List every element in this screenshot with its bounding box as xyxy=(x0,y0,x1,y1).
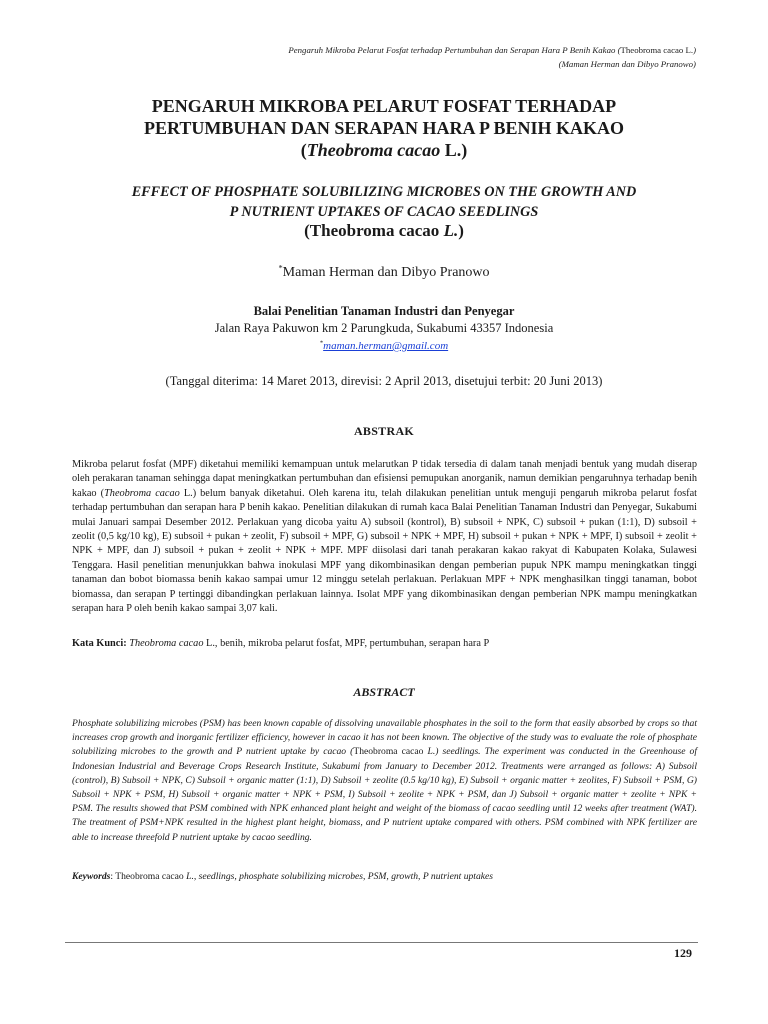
page-number: 129 xyxy=(674,946,692,960)
corresponding-email: *maman.herman@gmail.com xyxy=(319,339,449,352)
kata-kunci: Kata Kunci: Theobroma cacao L., benih, mikroba pelarut fosfat, MPF, pertumbuhan, serapan hara P xyxy=(72,638,490,649)
title-id-line-1: PENGARUH MIKROBA PELARUT FOSFAT TERHADAP xyxy=(151,96,617,116)
abstract-heading: ABSTRACT xyxy=(353,685,415,699)
title-id-line-2: PERTUMBUHAN DAN SERAPAN HARA P BENIH KAKAO xyxy=(143,118,625,138)
affiliation-address: Jalan Raya Pakuwon km 2 Parungkuda, Sukabumi 43357 Indonesia xyxy=(214,321,554,335)
running-header-title: Pengaruh Mikroba Pelarut Fosfat terhadap Pertumbuhan dan Serapan Hara P Benih Kakao (Theobroma cacao L.) xyxy=(288,45,696,55)
running-header-authors: (Maman Herman dan Dibyo Pranowo) xyxy=(558,59,696,69)
keywords: Keywords: Theobroma cacao L., seedlings, phosphate solubilizing microbes, PSM, growth, P nutrient uptakes xyxy=(72,871,494,882)
abstrak-heading: ABSTRAK xyxy=(353,424,415,438)
author-list: *Maman Herman dan Dibyo Pranowo xyxy=(278,263,490,280)
email-link[interactable]: maman.herman@gmail.com xyxy=(323,340,449,352)
submission-dates: (Tanggal diterima: 14 Maret 2013, direvisi: 2 April 2013, disetujui terbit: 20 Juni 2013) xyxy=(165,374,603,388)
title-en-line-2: P NUTRIENT UPTAKES OF CACAO SEEDLINGS xyxy=(229,204,539,220)
article-title-indonesian xyxy=(60,95,708,161)
title-en-scientific-name: (Theobroma cacao L.) xyxy=(304,221,464,240)
affiliation-institution: Balai Penelitian Tanaman Industri dan Penyegar xyxy=(253,304,515,318)
abstrak-body: Mikroba pelarut fosfat (MPF) diketahui memiliki kemampuan untuk melarutkan P tidak tersedia di dalam tanah menjadi bentuk yang mudah diserap oleh perakaran tanaman sehingga dapat meningkatkan pertumbuhan dan efisiensi pemupukan anorganik, namun demikian pengaruhnya terhadap benih kakao (Theobroma cacao L.) belum banyak diketahui. Oleh karena itu, telah dilakukan penelitian untuk menguji pengaruh mikroba pelarut fosfat terhadap pertumbuhan dan serapan hara P benih kakao. Penelitian dilakukan di rumah kaca Balai Penelitian Tanaman Industri dan Penyegar, Sukabumi mulai Januari sampai Desember 2012. Perlakuan yang dicoba yaitu A) subsoil (kontrol), B) subsoil + NPK, C) subsoil + pukan (1:1), D) subsoil + zeolit (0,5 kg/10 kg), E) subsoil + pukan + zeolit, F) subsoil + MPF, G) subsoil + NPK + MPF, H) subsoil + pukan + NPK + MPF, I) subsoil + zeolit + NPK + MPF, dan J) subsoil + pukan + zeolit + NPK + MPF. MPF diisolasi dari tanah perakaran kakao rakyat di Kabupaten Kolaka, Sulawesi Tenggara. Hasil penelitian menunjukkan bahwa inokulasi MPF yang dikombinasikan dengan pemberian pupuk NPK mampu meningkatkan tinggi tanaman dan bobot biomassa benih kakao sampai umur 12 minggu setelah perlakuan. Perlakuan MPF + NPK menghasilkan tinggi tanaman, bobot biomassa, dan serapan P tertinggi dibandingkan perlakuan lainnya. Isolat MPF yang dikombinasikan dengan pemberian NPK mampu meningkatkan serapan hara P oleh benih kakao sampai 3,07 kali. xyxy=(72,459,697,615)
abstract-body: Phosphate solubilizing microbes (PSM) has been known capable of dissolving unavailable phosphates in the soil to the form that easily absorbed by crops so that increases crop growth and inorganic fertilizer efficiency, however in cacao it has not been known. The objective of the study was to evaluate the role of phosphate solubilizing microbes to the growth and P nutrient uptake by cacao (Theobroma cacao L.) seedlings. The experiment was conducted in the Greenhouse of Indonesian Industrial and Beverage Crops Research Institute, Sukabumi from January to December 2012. Treatments were arranged as follows: A) Subsoil (control), B) Subsoil + NPK, C) Subsoil + organic matter (1:1), D) Subsoil + zeolite (0.5 kg/10 kg), E) Subsoil + organic matter + zeolites, F) Subsoil + PSM, G) Subsoil + NPK + PSM, H) Subsoil + organic matter + NPK + PSM, I) Subsoil + zeolite + NPK + PSM, dan J) Subsoil + organic matter + zeolite + NPK + PSM. The results showed that PSM combined with NPK enhanced plant height and weight of the biomass of cacao seedling until 12 weeks after treatment (WAT). The treatment of PSM+NPK resulted in the highest plant height, biomass, and P nutrient uptake compared with others. PSM combined with NPK fertilizer are able to increase threefold P nutrient uptake by cacao seedling. xyxy=(72,718,697,843)
title-id-line-3: (Theobroma cacao L.) xyxy=(300,140,468,160)
title-en-line-1: EFFECT OF PHOSPHATE SOLUBILIZING MICROBES ON THE GROWTH AND xyxy=(131,184,637,200)
footer-divider xyxy=(65,942,698,943)
article-title-english xyxy=(60,182,708,222)
